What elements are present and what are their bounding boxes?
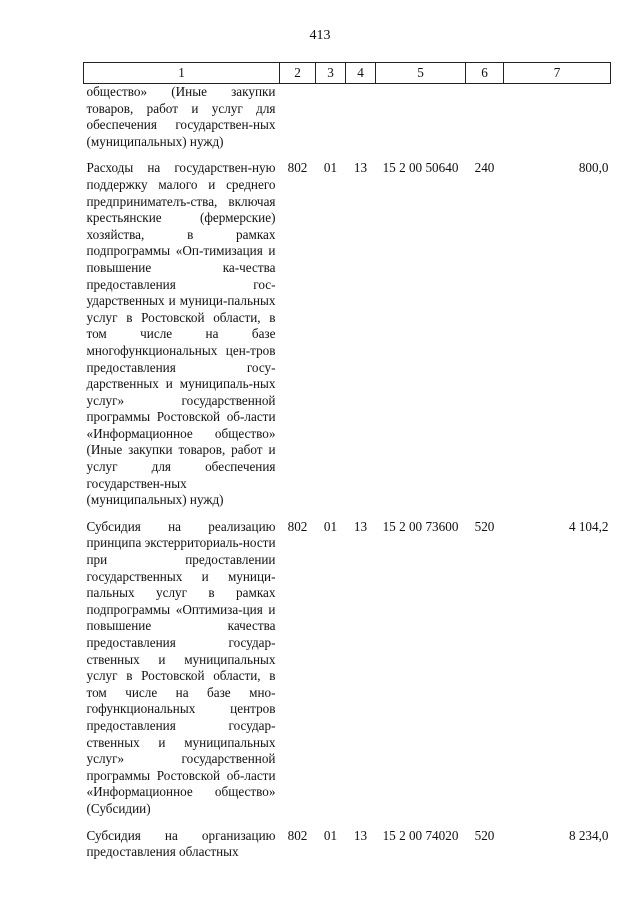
page-number: 413 — [309, 28, 331, 43]
row-code-ministry — [280, 84, 316, 161]
row-code-section: 01 — [323, 827, 338, 843]
row-code-target — [376, 84, 466, 161]
row-code-expense-type: 240 — [474, 160, 495, 176]
row-code-ministry: 802 — [287, 160, 308, 176]
row-code-section — [316, 84, 346, 161]
row-code-section: 01 — [323, 518, 338, 534]
row-code-expense-type: 520 — [474, 518, 495, 534]
row-code-target: 15 2 00 73600 — [382, 518, 459, 534]
row-code-ministry: 802 — [287, 827, 308, 843]
column-header-3: 3 — [316, 63, 346, 84]
row-description: Субсидия на организацию предоставления областных — [86, 827, 276, 860]
row-code-target: 15 2 00 50640 — [382, 160, 459, 176]
table-row — [84, 160, 611, 518]
row-code-subsection: 13 — [353, 160, 368, 176]
budget-table — [83, 62, 611, 871]
row-description: общество» (Иные закупки товаров, работ и услуг для обеспечения государствен-ных (муниципальных) нужд) — [86, 84, 276, 149]
row-code-expense-type — [466, 84, 504, 161]
row-code-ministry: 802 — [287, 518, 308, 534]
row-code-subsection: 13 — [353, 518, 368, 534]
row-code-section: 01 — [323, 160, 338, 176]
row-amount: 800,0 — [578, 160, 609, 176]
row-code-subsection — [346, 84, 376, 161]
row-code-subsection: 13 — [353, 827, 368, 843]
column-header-2: 2 — [280, 63, 316, 84]
column-header-4: 4 — [346, 63, 376, 84]
table-row — [84, 828, 611, 871]
table-row — [84, 519, 611, 828]
table-header-row — [84, 63, 611, 84]
column-header-6: 6 — [466, 63, 504, 84]
row-description: Субсидия на реализацию принципа экстерриториаль-ности при предоставлении государственных и муници-пальных услуг в рамках подпрограммы «Оптимиза-ция и повышение качества предоставления государ-ственных и муниципальных услуг в Ростовской области, в том числе на базе мно-гофункциональных центров предоставления государ-ственных и муниципальных услуг» государственной программы Ростовской об-ласти «Информационное общество» (Субсидии) — [86, 518, 276, 816]
row-amount — [504, 84, 611, 161]
column-header-5: 5 — [376, 63, 466, 84]
table-row — [84, 84, 611, 161]
row-code-target: 15 2 00 74020 — [382, 827, 459, 843]
column-header-1: 1 — [84, 63, 280, 84]
row-code-expense-type: 520 — [474, 827, 495, 843]
row-amount: 8 234,0 — [568, 827, 609, 843]
column-header-7: 7 — [504, 63, 611, 84]
row-description: Расходы на государствен-ную поддержку малого и среднего предпринимателъ-ства, включая крестьянские (фермерские) хозяйства, в рамках подпрограммы «Оп-тимизация и повышение ка-чества предоставления гос-ударственных и муници-пальных услуг в Ростовской области, в том числе на базе многофункциональных цен-тров предоставления госу-дарственных и муниципаль-ных услуг» государственной программы Ростовской об-ласти «Информационное общество» (Иные закупки товаров, работ и услуг для обеспечения государствен-ных (муниципальных) нужд) — [86, 160, 276, 508]
row-amount: 4 104,2 — [568, 518, 609, 534]
